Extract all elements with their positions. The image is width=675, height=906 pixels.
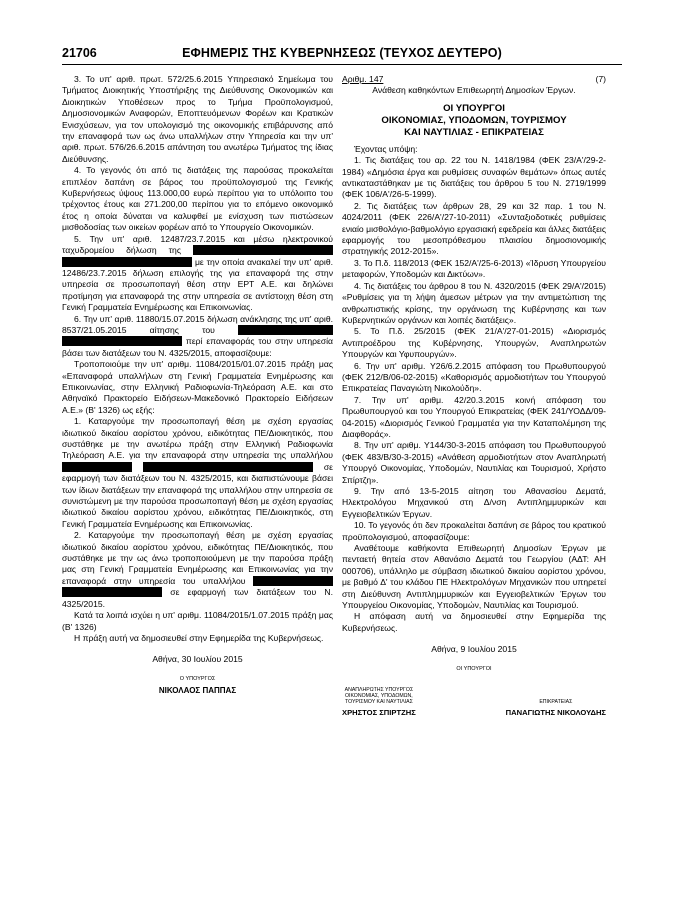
ministry-line: ΟΙΚΟΝΟΜΙΑΣ, ΥΠΟΔΟΜΩΝ, ΤΟΥΡΙΣΜΟΥ [381, 114, 567, 126]
signature-name: ΧΡΗΣΤΟΣ ΣΠΙΡΤΖΗΣ [342, 708, 416, 718]
having-regard: Έχοντας υπόψη: [354, 143, 418, 154]
paragraph-text: σε εφαρμογή των διατάξεων του Ν. 4325/2015, και διαπιστώνουμε βάσει των ίδιων διατάξεων την επαναφορά της υπαλλήλου στην υπηρεσία σε συνιστώμενη με την παρούσα προσωποπαγή θέση με σχέση εργασίας ιδιωτικού δικαίου αορίστου χρόνου, ειδικότητας ΠΕ/Διοικητικός, στη Γενική Γραμματεία Ενημέρωσης και Επικοινωνίας. [62, 461, 334, 529]
list-item: 10. Το γεγονός ότι δεν προκαλείται δαπάνη σε βάρος του κρατικού προϋπολογισμού, αποφασίζουμε: [342, 520, 606, 542]
signature-name: ΠΑΝΑΓΙΩΤΗΣ ΝΙΚΟΛΟΥΔΗΣ [505, 708, 606, 718]
signature-name: ΝΙΚΟΛΑΟΣ ΠΑΠΠΑΣ [158, 686, 237, 696]
list-item: 9. Την από 13-5-2015 αίτηση του Αθανασίου Δεματά, Ηλεκτρολόγου Μηχανικού στη Δ/νση Αντιπλημμυρικών και Εγγειοβελτικών Έργων. [342, 486, 606, 519]
decision-text: Αναθέτουμε καθήκοντα Επιθεωρητή Δημοσίων Έργων με πενταετή θητεία στον Αθανάσιο Δεματά του Γεωργίου (ΑΔΤ: ΑΗ 000706), υπάλληλο με σύμβαση ιδιωτικού δικαίου αορίστου χρόνου, με βαθμό Δ' του κλάδου ΠΕ Ηλεκτρολόγων Μηχανικών που υπηρετεί στη Διεύθυνση Αντιπλημμυρικών και Εγγειοβελτικών Έργων του Υπουργείου Οικονομίας, Υποδομών, Ναυτιλίας και Τουρισμού. [342, 543, 606, 611]
redaction-bar [62, 462, 132, 472]
left-column [62, 74, 333, 697]
decision-number: Αριθμ. 147 [342, 74, 384, 84]
paragraph: Τροποποιούμε την υπ' αριθμ. 11084/2015/01.07.2015 πράξη μας «Επαναφορά υπαλλήλων στη Γενική Γραμματεία Ενημέρωσης και Επικοινωνίας, στην Ελληνική Ραδιοφωνία-Τηλεόραση Α.Ε. και στο Αθηναϊκό Πρακτορείο Ειδήσεων-Μακεδονικό Πρακτορείο Ειδήσεων Α.Ε.» (Β' 1326) ως εξής: [62, 359, 333, 415]
signature-block [506, 699, 606, 718]
redaction-bar [62, 587, 162, 597]
paragraph [62, 314, 333, 360]
paragraph: 3. Το υπ' αριθ. πρωτ. 572/25.6.2015 Υπηρεσιακό Σημείωμα του Τμήματος Διοικητικής Υποστήριξης της Διεύθυνσης Οικονομικών και Διοικητικών Υποθέσεων προς το Τμήμα Προϋπολογισμού, Δημοσιονομικών Αναφορών, Εποπτευόμενων Φορέων και Κρατικών Ενισχύσεων, για τον υπολογισμό της οικονομικής επιβάρυνσης από την επαναφορά των ως άνω υπαλλήλων στην Υπηρεσία και την υπ' αριθ. πρωτ. 576/26.6.2015 απάντηση του ανωτέρω Τμήματος της ίδιας Διεύθυνσης. [62, 74, 333, 164]
redaction-bar [62, 257, 192, 267]
list-item: 7. Την υπ' αριθμ. 42/20.3.2015 κοινή απόφαση του Πρωθυπουργού και του Υπουργού Επικρατείας (ΦΕΚ 241/ΥΟΔΔ/09-04-2015) «Διορισμός Γενικού Γραμματέα για την Καταπολέμηση της Διαφθοράς». [342, 394, 606, 439]
signature-date: Αθήνα, 30 Ιουλίου 2015 [152, 654, 243, 665]
redaction-bar [238, 325, 333, 335]
signature-row [342, 687, 606, 718]
decision-ref: (7) [595, 74, 606, 84]
ministry-heading [342, 103, 606, 139]
redaction-bar [62, 336, 182, 346]
paragraph [62, 234, 333, 314]
gazette-title: ΕΦΗΜΕΡΙΣ ΤΗΣ ΚΥΒΕΡΝΗΣΕΩΣ (ΤΕΥΧΟΣ ΔΕΥΤΕΡΟ) [182, 46, 502, 60]
signature-role: ΤΟΥΡΙΣΜΟΥ ΚΑΙ ΝΑΥΤΙΛΙΑΣ [345, 699, 413, 706]
list-item: 5. Το Π.δ. 25/2015 (ΦΕΚ 21/Α'/27-01-2015) «Διορισμός Αντιπροέδρου της Κυβέρνησης, Υπουργών, Αναπληρωτών Υπουργών και Υφυπουργών». [342, 326, 606, 360]
signature-role: ΕΠΙΚΡΑΤΕΙΑΣ [539, 699, 573, 706]
list-item: 1. Τις διατάξεις του αρ. 22 του Ν. 1418/1984 (ΦΕΚ 23/Α'/29-2-1984) «Δημόσια έργα και ρυθμίσεις συναφών θεμάτων» όπως αυτές αντικαταστάθηκαν με τις διατάξεις του άρθρου 5 του Ν. 2719/1999 (ΦΕΚ 106/Α'/26-5-1999). [342, 155, 606, 200]
decision-subject: Ανάθεση καθηκόντων Επιθεωρητή Δημοσίων Έργων. [372, 85, 576, 96]
list-item: 8. Την υπ' αριθμ. Υ144/30-3-2015 απόφαση του Πρωθυπουργού (ΦΕΚ 483/Β/30-3-2015) «Ανάθεση αρμοδιοτήτων στον Αναπληρωτή Υπουργό Οικονομίας, Υποδομών, Ναυτιλίας και Τουρισμού, Χρήστο Σπίρτζη». [342, 440, 606, 485]
paragraph-text: 6. Την υπ' αριθ. 11880/15.07.2015 δήλωση ανάκλησης της υπ' αριθ. 8537/21.05.2015 αίτησης του [62, 313, 333, 335]
paragraph-text: περί επαναφοράς του στην υπηρεσία βάσει των διατάξεων του Ν. 4325/2015, αποφασίζουμε: [62, 336, 334, 358]
paragraph [62, 416, 333, 530]
redaction-bar [193, 245, 333, 255]
paragraph-text: 2. Καταργούμε την προσωποπαγή θέση με σχέση εργασίας ιδιωτικού δικαίου αορίστου χρόνου, ειδικότητας ΠΕ/Διοικητικός, που συστάθηκε με την ως άνω τροποποιούμενη με την παρούσα πράξη μας στη Γενική Γραμματεία Ενημέρωσης και Επικοινωνίας για την επαναφορά στην υπηρεσία του υπαλλήλου [62, 530, 333, 586]
page-header [62, 46, 622, 65]
signature-role: ΟΙΚΟΝΟΜΙΑΣ, ΥΠΟΔΟΜΩΝ, [345, 693, 413, 700]
signature-block [342, 687, 416, 718]
ministry-line: ΚΑΙ ΝΑΥΤΙΛΙΑΣ - ΕΠΙΚΡΑΤΕΙΑΣ [404, 126, 544, 138]
redaction-bar [253, 576, 333, 586]
signature-date: Αθήνα, 9 Ιουλίου 2015 [431, 644, 517, 655]
signature-role: Ο ΥΠΟΥΡΓΟΣ [179, 675, 216, 682]
paragraph-text: σε εφαρμογή των διατάξεων του Ν. 4325/2015. [62, 587, 333, 609]
paragraph-text: 1. Καταργούμε την προσωποπαγή θέση με σχέση εργασίας ιδιωτικού δικαίου αορίστου χρόνου, ειδικότητας ΠΕ/Διοικητικός, που συστάθηκε με την ανωτέρω πράξη στην Ελληνική Ραδιοφωνία Τηλεόραση Α.Ε. για την επαναφορά στην υπηρεσία της υπαλλήλου [62, 416, 333, 461]
right-column [342, 74, 606, 719]
redaction-bar [143, 462, 313, 472]
signature-role: ΑΝΑΠΛΗΡΩΤΗΣ ΥΠΟΥΡΓΟΣ [344, 687, 414, 694]
paragraph: Η πράξη αυτή να δημοσιευθεί στην Εφημερίδα της Κυβερνήσεως. [74, 632, 324, 643]
decision-header [342, 74, 606, 85]
paragraph-text: με την οποία ανακαλεί την υπ' αριθ. 12486/23.7.2015 δήλωση επιλογής της για επαναφορά της στην υπηρεσία σε προσωποπαγή θέση στην ΕΡΤ Α.Ε. και δηλώνει προτίμηση για επαναφορά της στην υπηρεσία σε αντίστοιχη θέση στη Γενική Γραμματεία Ενημέρωσης και Επικοινωνίας. [62, 256, 333, 313]
paragraph [62, 530, 333, 610]
page-number: 21706 [62, 46, 97, 60]
list-item: 2. Τις διατάξεις των άρθρων 28, 29 και 32 παρ. 1 του Ν. 4024/2011 (ΦΕΚ 226/Α'/27-10-2011) «Συνταξιοδοτικές ρυθμίσεις ενιαίο μισθολόγιο-βαθμολόγιο εργασιακή εφεδρεία και άλλες διατάξεις εφαρμογής του μεσοπρόθεσμου πλαισίου δημοσιονομικής στρατηγικής 2012-2015». [342, 200, 606, 257]
paragraph: 4. Το γεγονός ότι από τις διατάξεις της παρούσας προκαλείται επιπλέον δαπάνη σε βάρος του προϋπολογισμού της Γενικής Κυβερνήσεως ύψους 113.000,00 ευρώ περίπου για το υπόλοιπο του τρέχοντος έτους και 271.200,00 περίπου για το επόμενο οικονομικό έτος η οποία δύναται να καλυφθεί με ενίσχυση των πιστώσεων μισθοδοσίας των οικείων φορέων από το Υπουργείο Οικονομικών. [62, 165, 333, 233]
ministry-line: ΟΙ ΥΠΟΥΡΓΟΙ [443, 102, 505, 114]
publish-text: Η απόφαση αυτή να δημοσιευθεί στην Εφημερίδα της Κυβερνήσεως. [342, 611, 606, 633]
list-item: 3. Το Π.δ. 118/2013 (ΦΕΚ 152/Α'/25-6-2013) «Ίδρυση Υπουργείου μεταφορών, Υποδομών και Δικτύων». [342, 257, 606, 280]
paragraph: Κατά τα λοιπά ισχύει η υπ' αριθμ. 11084/2015/1.07.2015 πράξη μας (Β' 1326) [62, 610, 333, 632]
ministers-label: ΟΙ ΥΠΟΥΡΓΟΙ [456, 665, 492, 672]
list-item: 6. Την υπ' αριθμ. Υ26/6.2.2015 απόφαση του Πρωθυπουργού (ΦΕΚ 212/Β/06-02-2015) «Καθορισμός αρμοδιοτήτων του Υπουργού Επικρατείας Παναγιώτη Νικολούδη». [342, 360, 606, 394]
list-item: 4. Τις διατάξεις του άρθρου 8 του Ν. 4320/2015 (ΦΕΚ 29/Α'/2015) «Ρυθμίσεις για τη λήψη άμεσων μέτρων για την αντιμετώπιση της ανθρωπιστικής κρίσης, την οργάνωση της Κυβέρνησης και των Κυβερνητικών οργάνων και λοιπές διατάξεις». [342, 280, 606, 325]
paragraph-text: 5. Την υπ' αριθ. 12487/23.7.2015 και μέσω ηλεκτρονικού ταχυδρομείου δήλωση της [62, 233, 333, 256]
